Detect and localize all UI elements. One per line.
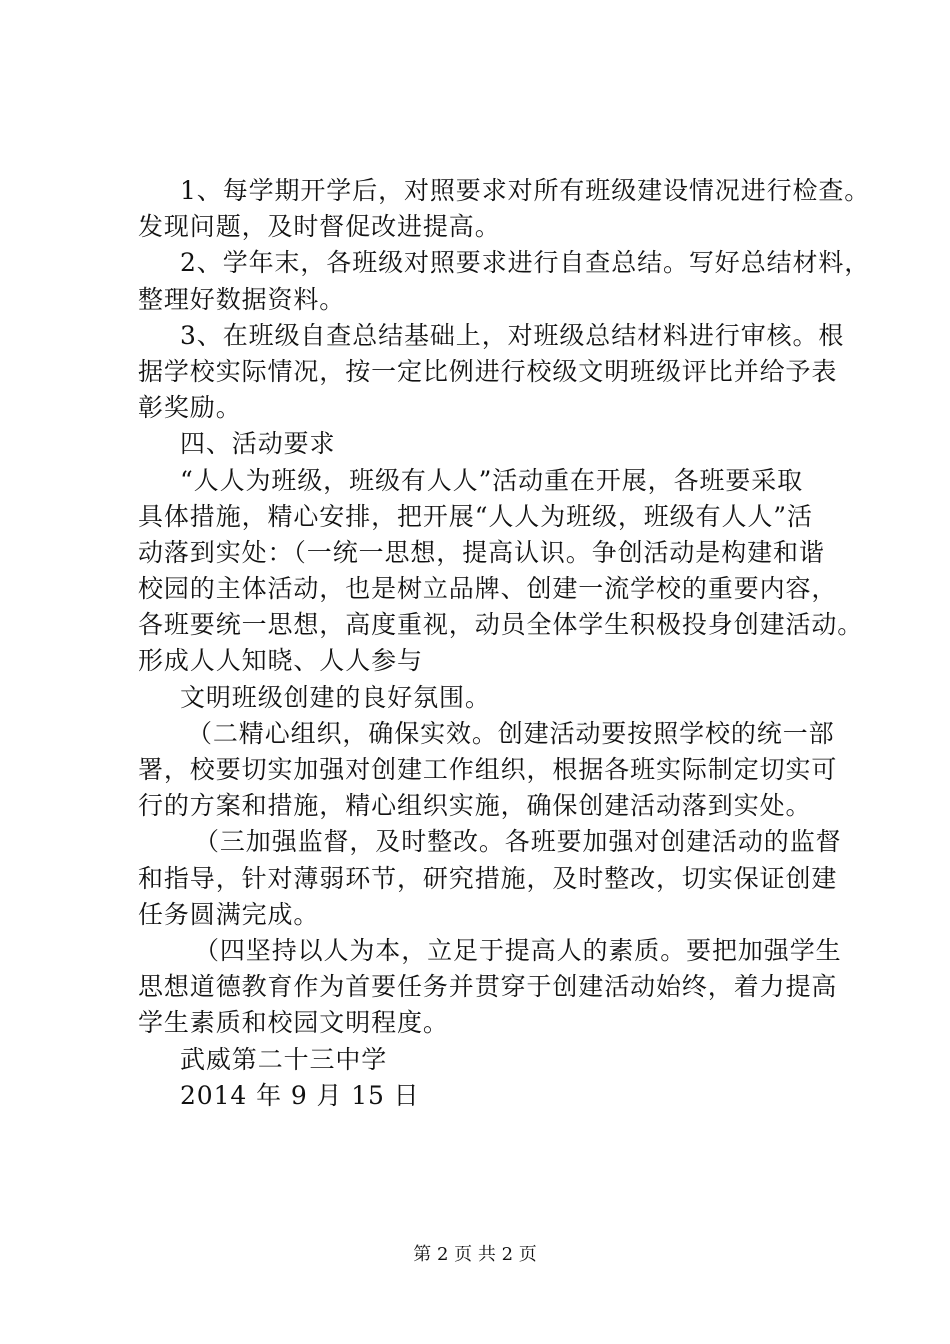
text-line: （三加强监督，及时整改。各班要加强对创建活动的监督 [194, 827, 842, 857]
text-line: （二精心组织，确保实效。创建活动要按照学校的统一部 [187, 718, 835, 748]
text-line: 形成人人知晓、人人参与 [138, 646, 423, 676]
text-line: 发现问题，及时督促改进提高。 [138, 212, 501, 242]
text-line: “人人为班级，班级有人人”活动重在开展，各班要采取 [180, 465, 804, 495]
page-footer: 第 2 页 共 2 页 [413, 1244, 537, 1265]
text-line: 整理好数据资料。 [138, 284, 346, 314]
signature-date: 2014 年 9 月 15 日 [180, 1080, 420, 1110]
text-line: 校园的主体活动，也是树立品牌、创建一流学校的重要内容， [138, 574, 838, 604]
document-body [138, 173, 871, 1114]
text-line: 学生素质和校园文明程度。 [138, 1008, 449, 1038]
text-line: （四坚持以人为本，立足于提高人的素质。要把加强学生 [194, 935, 842, 965]
section-heading: 四、活动要求 [180, 429, 336, 459]
text-line: 具体措施，精心安排，把开展“人人为班级，班级有人人”活 [138, 501, 813, 531]
text-line: 动落到实处：（一统一思想，提高认识。争创活动是构建和谐 [138, 537, 825, 567]
text-line: 思想道德教育作为首要任务并贯穿于创建活动始终，着力提高 [138, 972, 838, 1002]
text-line: 彰奖励。 [138, 393, 242, 423]
text-line: 文明班级创建的良好氛围。 [180, 682, 491, 712]
signature-school: 武威第二十三中学 [180, 1044, 388, 1074]
text-line: 3、在班级自查总结基础上，对班级总结材料进行审核。根 [180, 320, 845, 350]
text-line: 行的方案和措施，精心组织实施，确保创建活动落到实处。 [138, 791, 812, 821]
text-line: 据学校实际情况，按一定比例进行校级文明班级评比并给予表 [138, 356, 838, 386]
text-line: 1、每学期开学后，对照要求对所有班级建设情况进行检查。 [180, 176, 871, 205]
text-line: 2、学年末，各班级对照要求进行自查总结。写好总结材料， [180, 248, 871, 278]
text-line: 和指导，针对薄弱环节，研究措施，及时整改，切实保证创建 [138, 863, 838, 893]
text-line: 任务圆满完成。 [138, 899, 320, 929]
text-line: 署，校要切实加强对创建工作组织，根据各班实际制定切实可 [138, 755, 838, 784]
text-line: 各班要统一思想，高度重视，动员全体学生积极投身创建活动。 [138, 610, 864, 640]
